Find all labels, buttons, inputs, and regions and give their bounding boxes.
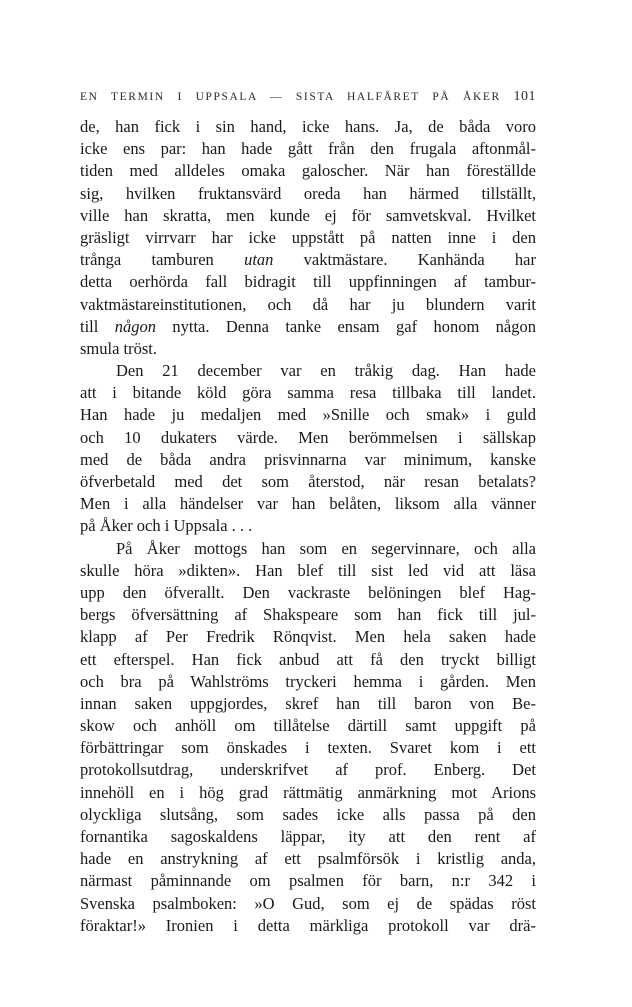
text-line: Den 21 december var en tråkig dag. Han hade (116, 361, 536, 381)
text-line: på Åker och i Uppsala . . . (80, 516, 253, 536)
text-line: icke ens par: han hade gått från den frugala aftonmål- (80, 139, 536, 159)
line-text: nytta. Denna tanke ensam gaf honom någon (155, 316, 536, 336)
text-line: Men i alla händelser var han belåten, liksom alla vänner (80, 494, 536, 514)
text-line: sig, hvilken fruktansvärd oreda han härmed tillställt, (80, 183, 536, 203)
text-line: föraktar!» Ironien i detta märkliga protokoll var drä- (80, 915, 536, 935)
text-line: upp den öfverallt. Den vackraste belöningen blef Hag- (80, 582, 536, 602)
text-line: skulle höra »dikten». Han blef till sist led vid att läsa (80, 560, 536, 580)
text-line: hade en anstrykning af ett psalmförsök i kristlig anda, (80, 849, 536, 869)
text-line: att i bitande köld göra samma resa tillbaka till landet. (80, 383, 536, 403)
line-text: trånga tamburen (80, 250, 245, 270)
text-line: bergs öfversättning af Shakspeare som han fick till jul- (80, 605, 536, 625)
text-line: smula tröst. (80, 338, 157, 358)
text-line (80, 316, 536, 338)
emphasis-word: utan (244, 250, 274, 270)
text-line: detta oerhörda fall bidragit till uppfinningen af tambur- (80, 272, 536, 292)
text-line: protokollsutdrag, underskrifvet af prof. Enberg. Det (80, 760, 536, 780)
text-line: På Åker mottogs han som en segervinnare, och alla (116, 538, 536, 558)
text-line: närmast påminnande om psalmen för barn, n:r 342 i (80, 871, 536, 891)
text-line: skow och anhöll om tillåtelse därtill samt uppgift på (80, 716, 536, 736)
text-line: gräsligt virrvarr har icke uppstått på natten inne i den (80, 227, 536, 247)
text-line: klapp af Per Fredrik Rönqvist. Men hela saken hade (80, 627, 536, 647)
text-line: de, han fick i sin hand, icke hans. Ja, de båda voro (80, 117, 536, 136)
text-line: innan saken uppgjordes, skref han till baron von Be- (80, 693, 536, 713)
text-line: med de båda andra prisvinnarna var minimum, kanske (80, 449, 536, 469)
text-line: och bra på Wahlströms tryckeri hemma i gården. Men (80, 671, 536, 691)
running-head (80, 88, 536, 106)
text-line: ville han skratta, men kunde ej för samvetskval. Hvilket (80, 205, 536, 225)
line-text: till (80, 316, 115, 336)
text-line: öfverbetald med det som återstod, när resan betalats? (80, 472, 536, 491)
text-line: Han hade ju medaljen med »Snille och smak» i guld (80, 405, 536, 425)
text-line: innehöll en i hög grad rättmätig anmärkning mot Arions (80, 782, 536, 802)
text-line: tiden med alldeles omaka galoscher. När han föreställde (80, 161, 536, 181)
text-line (80, 249, 536, 271)
body-text (80, 116, 536, 937)
text-line: fornantika sagoskaldens läppar, ity att den rent af (80, 827, 536, 846)
text-line: olyckliga slutsång, som sades icke alls passa på den (80, 804, 536, 824)
text-line: ett efterspel. Han fick anbud att få den tryckt billigt (80, 649, 536, 669)
emphasis-word: någon (114, 316, 156, 336)
page-number: 101 (513, 89, 537, 104)
text-line: Svenska psalmboken: »O Gud, som ej de spädas röst (80, 893, 536, 913)
text-line: förbättringar som önskades i texten. Svaret kom i ett (80, 738, 536, 758)
line-text: vaktmästare. Kanhända har (273, 250, 536, 270)
running-title: EN TERMIN I UPPSALA — SISTA HALFÅRET PÅ ÅKER (80, 91, 501, 103)
text-line: och 10 dukaters värde. Men berömmelsen i sällskap (80, 427, 536, 447)
text-line: vaktmästareinstitutionen, och då har ju blundern varit (80, 294, 536, 314)
